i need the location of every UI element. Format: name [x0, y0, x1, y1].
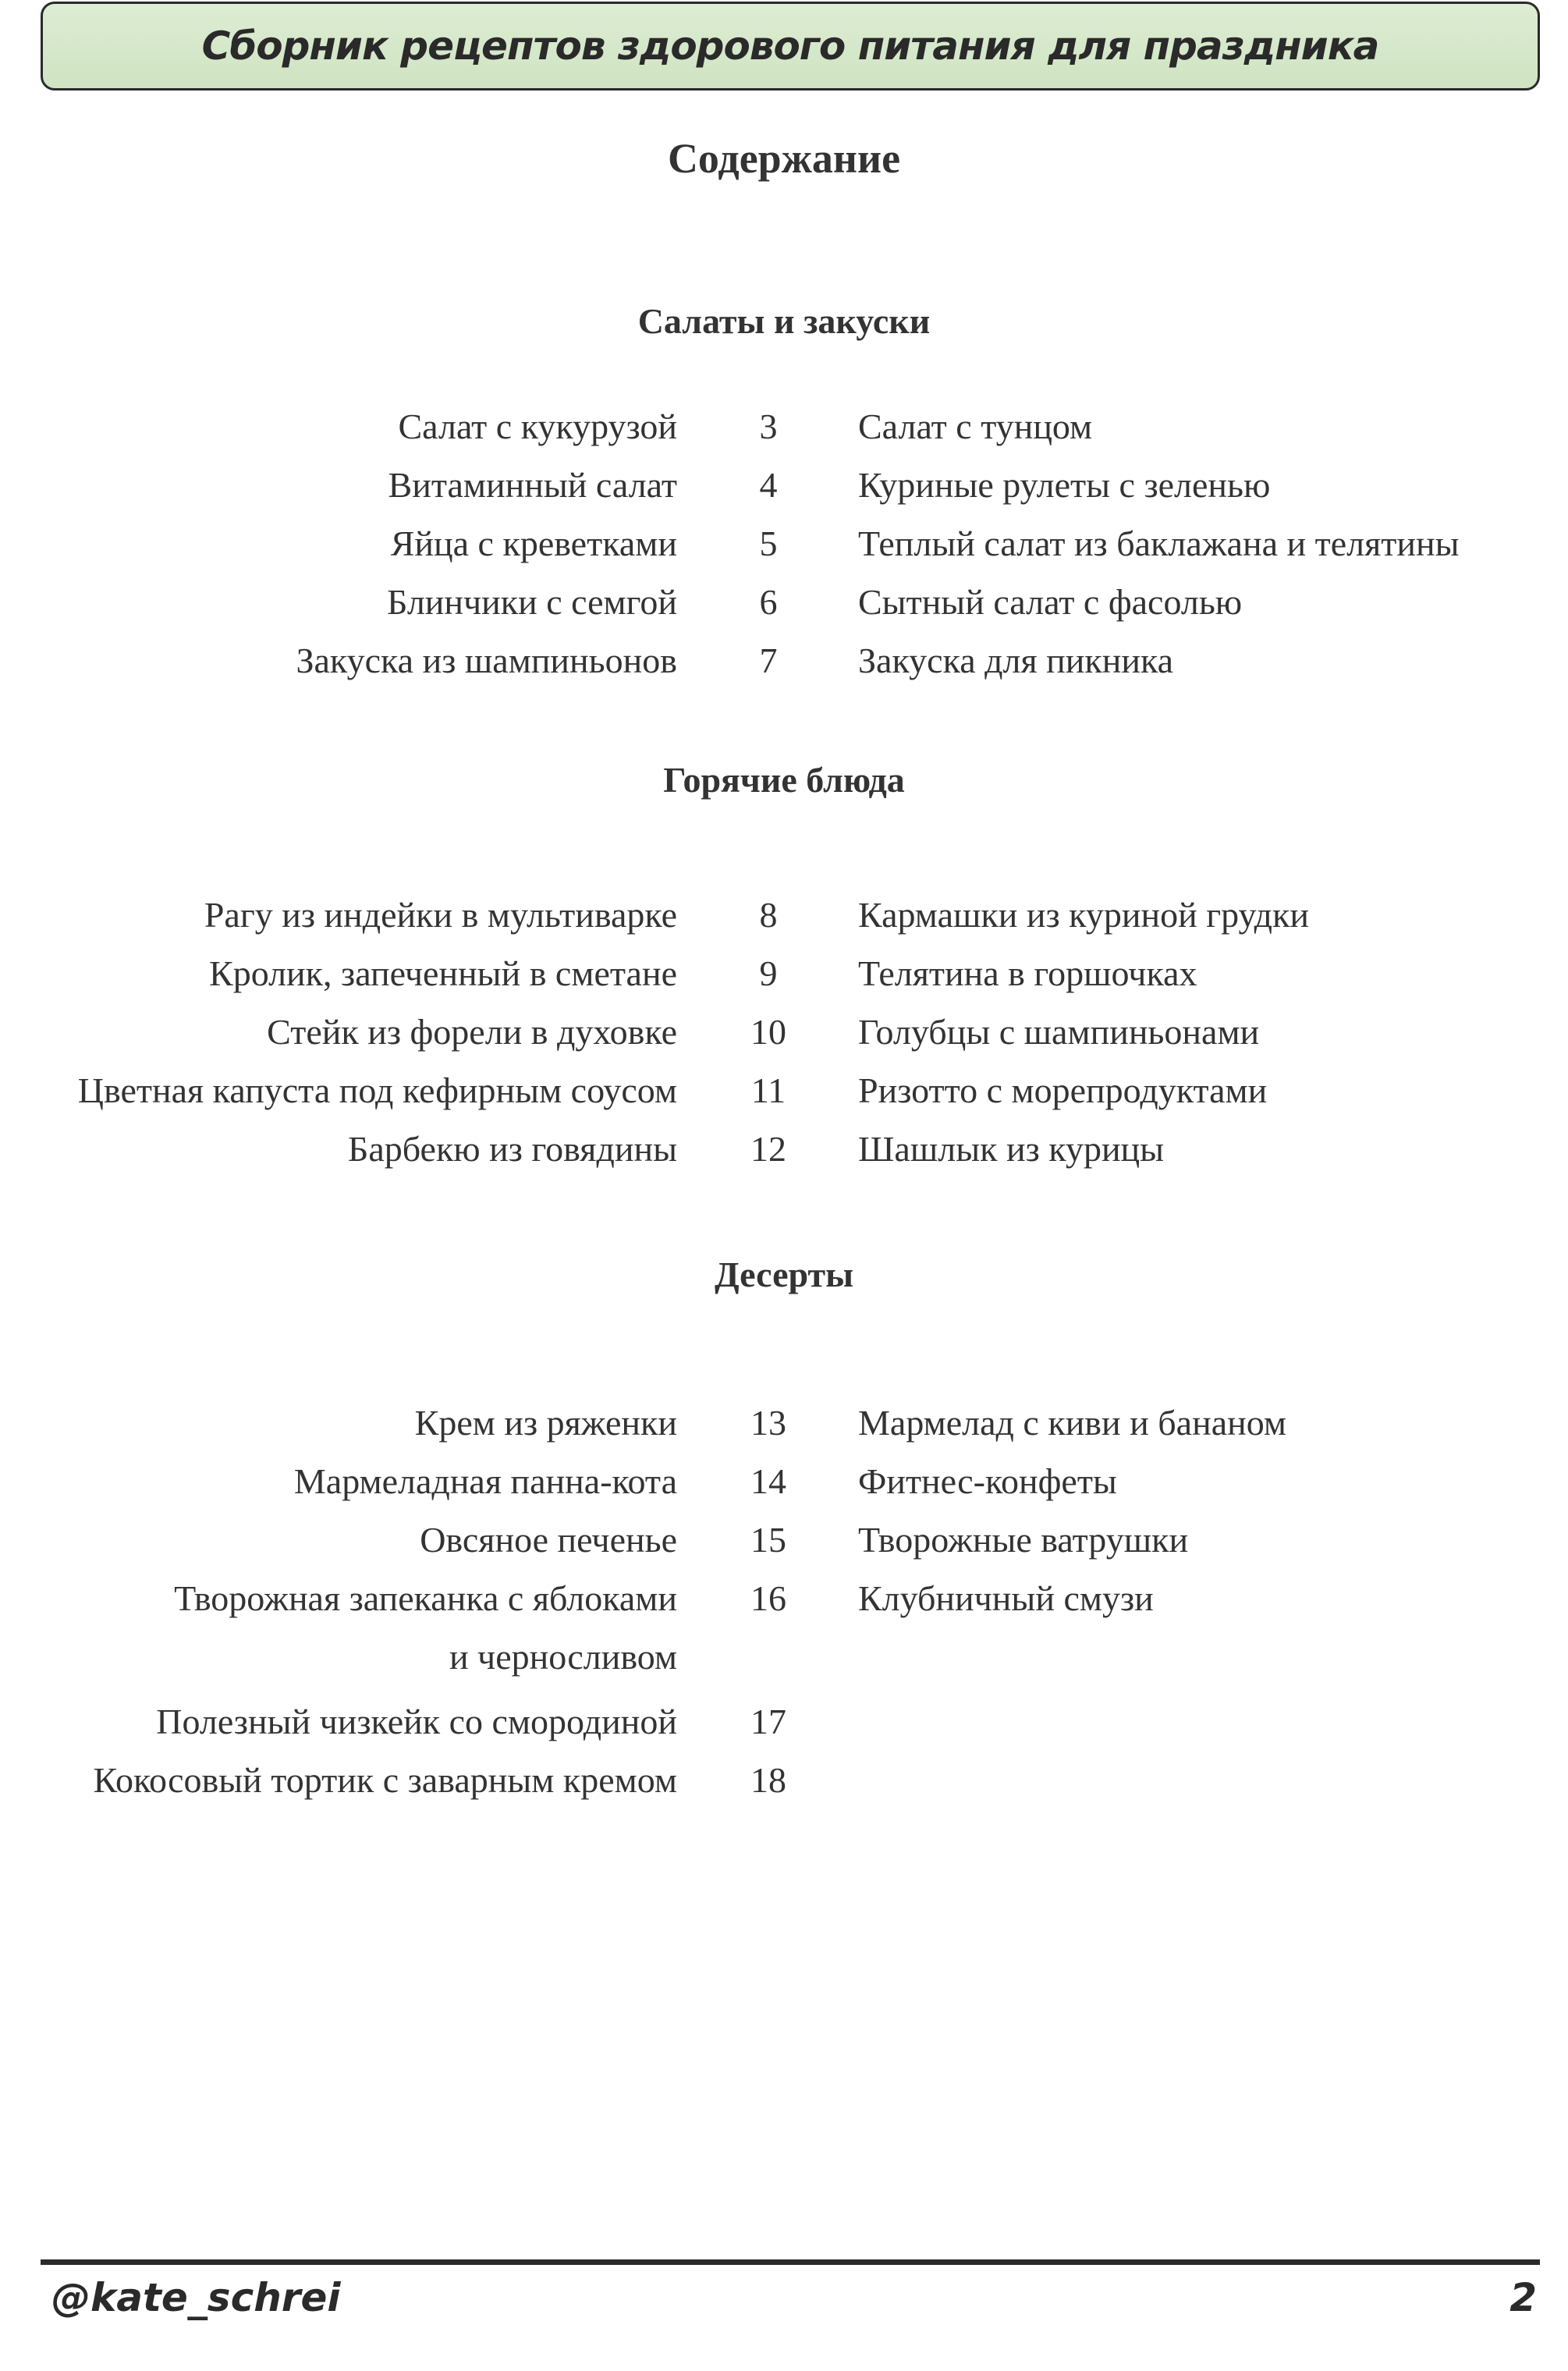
page-number: 18 — [750, 1760, 786, 1800]
toc-row — [0, 1062, 1568, 1120]
header-banner — [41, 2, 1540, 91]
recipe-link[interactable]: Рагу из индейки в мультиварке — [204, 895, 677, 935]
toc-row — [0, 1120, 1568, 1178]
document-title: Сборник рецептов здорового питания для праздника — [201, 23, 1379, 69]
recipe-link[interactable]: Салат с тунцом — [858, 406, 1093, 446]
recipe-link[interactable]: Кокосовый тортик с заварным кремом — [93, 1760, 677, 1800]
recipe-link[interactable]: Сытный салат с фасолью — [858, 582, 1243, 622]
page-number: 4 — [759, 465, 778, 505]
toc-row — [0, 1570, 1568, 1627]
recipe-link-continuation[interactable]: и черносливом — [449, 1637, 677, 1677]
section-heading-salads: Салаты и закуски — [637, 301, 931, 341]
toc-row-continuation — [0, 1628, 1568, 1686]
section-heading-hot-dishes: Горячие блюда — [663, 760, 905, 800]
section-heading-desserts: Десерты — [714, 1255, 854, 1294]
recipe-link[interactable]: Витаминный салат — [388, 465, 677, 505]
page-number: 6 — [759, 582, 778, 622]
recipe-link[interactable]: Голубцы с шампиньонами — [858, 1012, 1260, 1052]
toc-row — [0, 573, 1568, 631]
recipe-link[interactable]: Творожные ватрушки — [858, 1520, 1189, 1560]
toc-row — [0, 1752, 1568, 1809]
recipe-link[interactable]: Овсяное печенье — [420, 1520, 677, 1560]
recipe-link[interactable]: Теплый салат из баклажана и телятины — [858, 524, 1460, 563]
recipe-link[interactable]: Ризотто с морепродуктами — [858, 1070, 1268, 1110]
toc-row — [0, 456, 1568, 514]
contents-title: Содержание — [667, 135, 901, 182]
toc-row — [0, 1394, 1568, 1452]
page-number: 16 — [750, 1578, 786, 1618]
recipe-link[interactable]: Кармашки из куриной грудки — [858, 895, 1309, 935]
recipe-link[interactable]: Цветная капуста под кефирным соусом — [77, 1070, 677, 1110]
recipe-link[interactable]: Кролик, запеченный в сметане — [209, 953, 677, 993]
page-number: 3 — [759, 406, 778, 446]
recipe-link[interactable]: Творожная запеканка с яблоками — [174, 1578, 677, 1618]
toc-row — [0, 398, 1568, 456]
recipe-link[interactable]: Полезный чизкейк со смородиной — [156, 1702, 677, 1741]
recipe-link[interactable]: Клубничный смузи — [858, 1578, 1154, 1618]
toc-row — [0, 515, 1568, 573]
page-number: 8 — [759, 895, 778, 935]
toc-row — [0, 1511, 1568, 1569]
page-number: 13 — [750, 1403, 786, 1443]
page-number: 15 — [750, 1520, 786, 1560]
toc-row — [0, 945, 1568, 1003]
recipe-link[interactable]: Куриные рулеты с зеленью — [858, 465, 1271, 505]
page-number: 14 — [750, 1461, 786, 1501]
author-handle: @kate_schrei — [51, 2275, 341, 2320]
recipe-link[interactable]: Крем из ряженки — [414, 1403, 677, 1443]
recipe-link[interactable]: Мармеладная панна-кота — [293, 1461, 677, 1501]
page-number: 11 — [750, 1070, 786, 1110]
recipe-link[interactable]: Закуска для пикника — [858, 641, 1174, 680]
toc-row — [0, 886, 1568, 944]
footer-divider — [41, 2259, 1540, 2265]
toc-row — [0, 632, 1568, 690]
recipe-link[interactable]: Блинчики с семгой — [387, 582, 677, 622]
recipe-link[interactable]: Закуска из шампиньонов — [296, 641, 677, 680]
page-number: 10 — [750, 1012, 786, 1052]
toc-row — [0, 1693, 1568, 1751]
recipe-link[interactable]: Стейк из форели в духовке — [267, 1012, 677, 1052]
toc-row — [0, 1003, 1568, 1061]
recipe-link[interactable]: Шашлык из курицы — [858, 1129, 1165, 1169]
toc-row — [0, 1453, 1568, 1510]
footer-page-number: 2 — [1509, 2275, 1537, 2320]
page-number: 7 — [759, 641, 778, 680]
recipe-link[interactable]: Салат с кукурузой — [398, 406, 677, 446]
recipe-link[interactable]: Яйца с креветками — [390, 524, 677, 563]
recipe-link[interactable]: Фитнес-конфеты — [858, 1461, 1117, 1501]
page-number: 17 — [750, 1702, 786, 1741]
recipe-link[interactable]: Барбекю из говядины — [347, 1129, 677, 1169]
page-number: 9 — [759, 953, 778, 993]
recipe-link[interactable]: Мармелад с киви и бананом — [858, 1403, 1286, 1443]
recipe-link[interactable]: Телятина в горшочках — [858, 953, 1197, 993]
page-number: 12 — [750, 1129, 786, 1169]
page-number: 5 — [759, 524, 778, 563]
